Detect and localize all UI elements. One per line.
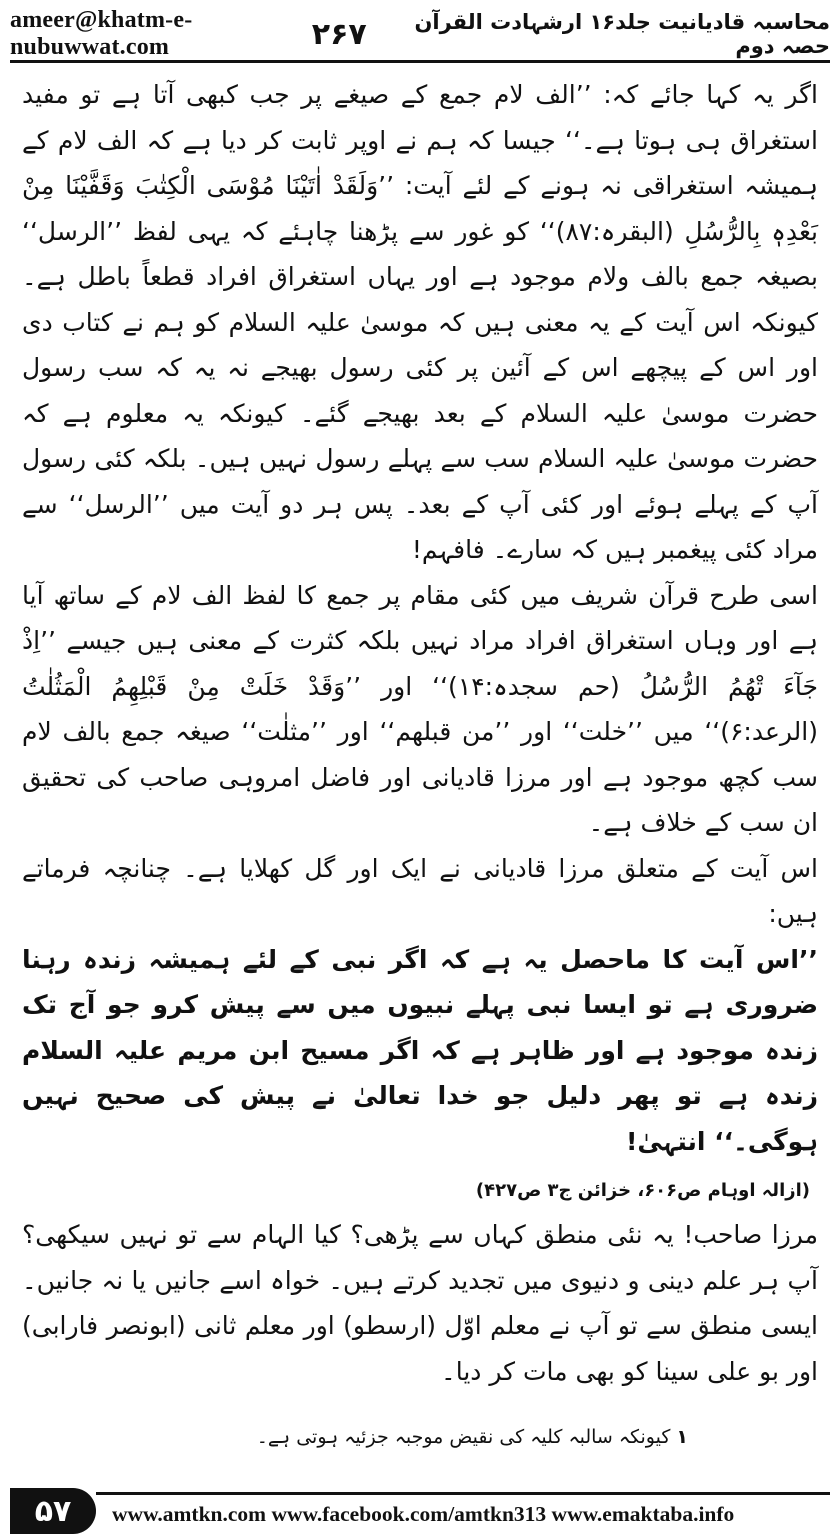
footer-page-number: ۵۷ [10, 1488, 96, 1534]
book-title: محاسبہ قادیانیت جلد۱۶ ارشہادت القرآن حصہ دوم [414, 10, 830, 58]
body-paragraph: اس آیت کے متعلق مرزا قادیانی نے ایک اور گل کھلایا ہے۔ چنانچہ فرماتے ہیں: [22, 853, 818, 928]
page-body [22, 72, 818, 1468]
page-header [10, 7, 830, 60]
closing-paragraph: مرزا صاحب! یہ نئی منطق کہاں سے پڑھی؟ کیا الہام سے تو نہیں سیکھی؟ آپ ہر علم دینی و دنیوی میں تجدید کرتے ہیں۔ خواہ اسے جانیں یا نہ جانیں۔ ایسی منطق سے تو آپ نے معلم اوّل (ارسطو) اور معلم ثانی (ابونصر فارابی) اور بو علی سینا کو بھی مات کر دیا۔ [22, 1220, 818, 1386]
header-divider [10, 60, 830, 63]
header-email[interactable]: ameer@khatm-e-nubuwwat.com [10, 7, 193, 60]
footer-divider [96, 1492, 830, 1495]
footer-links[interactable]: www.amtkn.com www.facebook.com/amtkn313 www.emaktaba.info [112, 1502, 735, 1526]
page-footer [0, 1482, 840, 1540]
header-title-block [312, 10, 830, 58]
header-page-number: ۲۶۷ [311, 16, 367, 52]
body-paragraph: اسی طرح قرآن شریف میں کئی مقام پر جمع کا لفظ الف لام کے ساتھ آیا ہے اور وہاں استغراق افراد مراد نہیں بلکہ کثرت کے معنی ہیں جیسے ’’اِذْ جَآءَ تْھُمُ الرُّسُلُ (حم سجدہ:۱۴)‘‘ اور ’’وَقَدْ خَلَتْ مِنْ قَبْلِھِمُ الْمَثُلٰتُ (الرعد:۶)‘‘ میں ’’خلت‘‘ اور ’’من قبلھم‘‘ اور ’’مثلٰت‘‘ صیغہ جمع بالف لام سب کچھ موجود ہے اور مرزا قادیانی اور فاضل امروہی صاحب کی تحقیق ان سب کے خلاف ہے۔ [22, 580, 818, 837]
footnote [22, 1420, 818, 1454]
quote-reference: (ازالہ اوہام ص۶۰۶، خزائن ج۳ ص۴۲۷) [475, 1180, 810, 1201]
footnote-text: کیونکہ سالبہ کلیہ کی نقیض موجبہ جزئیہ ہوتی ہے۔ [256, 1426, 671, 1448]
block-quote: ’’اس آیت کا ماحصل یہ ہے کہ اگر نبی کے لئے ہمیشہ زندہ رہنا ضروری ہے تو ایسا نبی پہلے نبیوں میں سے پیش کرو جو آج تک زندہ موجود ہے اور ظاہر ہے کہ اگر مسیح ابن مریم علیہ السلام زندہ ہے تو پھر دلیل جو خدا تعالیٰ نے پیش کی صحیح نہیں ہوگی۔‘‘ انتہیٰ! [22, 944, 818, 1156]
footnote-marker: ۱ [676, 1426, 688, 1448]
body-paragraph: اگر یہ کہا جائے کہ: ’’الف لام جمع کے صیغے پر جب کبھی آتا ہے تو مفید استغراق ہی ہوتا ہے۔‘‘ جیسا کہ ہم نے اوپر ثابت کر دیا ہے کہ الف لام کے ہمیشہ استغراقی نہ ہونے کے لئے آیت: ’’وَلَقَدْ اٰتَیْنَا مُوْسَی الْکِتٰبَ وَقَفَّیْنَا مِنْ بَعْدِہٖ بِالرُّسُلِ (البقرہ:۸۷)‘‘ کو غور سے پڑھنا چاہئے کہ یہی لفظ ’’الرسل‘‘ بصیغہ جمع بالف ولام موجود ہے اور یہاں استغراق افراد قطعاً باطل ہے۔ کیونکہ اس آیت کے یہ معنی ہیں کہ موسیٰ علیہ السلام کو ہم نے کتاب دی اور اس کے پیچھے اس کے آئین پر کئی رسول بھیجے نہ یہ کہ سب رسول حضرت موسیٰ علیہ السلام کے بعد بھیجے گئے۔ کیونکہ یہ معلوم ہے کہ حضرت موسیٰ علیہ السلام سب سے پہلے رسول نہیں ہیں۔ بلکہ کئی رسول آپ کے پہلے ہوئے اور کئی آپ کے بعد۔ پس ہر دو آیت میں ’’الرسل‘‘ سے مراد کئی پیغمبر ہیں کہ سارے۔ فافہم! [22, 80, 819, 564]
